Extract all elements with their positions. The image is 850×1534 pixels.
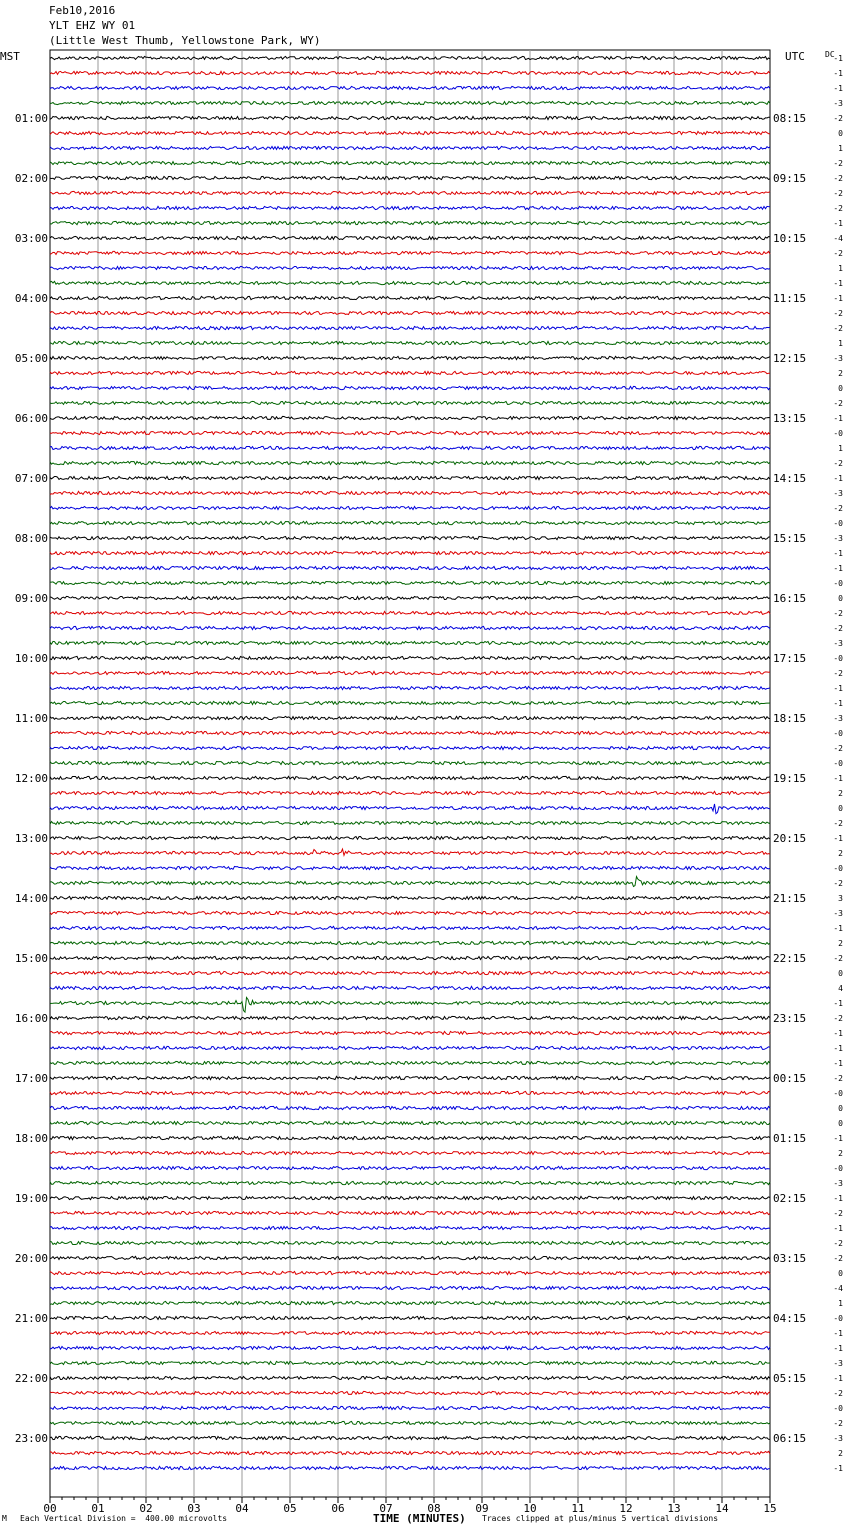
right-hour-label: 12:15 [773, 352, 807, 365]
seismic-trace [50, 1361, 770, 1364]
seismic-trace [50, 521, 770, 524]
left-hour-label: 08:00 [14, 532, 48, 545]
seismic-trace [50, 101, 770, 104]
dc-offset-label: -0 [833, 759, 843, 768]
seismic-trace [50, 326, 770, 329]
right-hour-label: 21:15 [773, 892, 807, 905]
x-tick-label: 07 [379, 1502, 393, 1515]
seismic-trace [50, 446, 770, 449]
seismic-trace [50, 761, 770, 764]
seismic-trace [50, 641, 770, 644]
seismic-trace [50, 1256, 770, 1259]
dc-offset-label: -1 [833, 84, 843, 93]
right-hour-label: 02:15 [773, 1192, 807, 1205]
dc-offset-label: -0 [833, 1314, 843, 1323]
seismic-trace [50, 1241, 770, 1244]
seismic-trace [50, 56, 770, 59]
seismic-trace [50, 1376, 770, 1379]
right-hour-label: 00:15 [773, 1072, 807, 1085]
dc-offset-header: DC [825, 50, 835, 59]
dc-offset-label: -1 [833, 774, 843, 783]
seismic-trace [50, 281, 770, 284]
dc-offset-label: 0 [838, 594, 843, 603]
dc-offset-label: 2 [838, 369, 843, 378]
x-tick-label: 13 [667, 1502, 681, 1515]
seismic-trace [50, 956, 770, 959]
seismic-trace [50, 131, 770, 134]
dc-offset-label: -3 [833, 1179, 843, 1188]
dc-offset-label: -1 [833, 294, 843, 303]
left-hour-label: 06:00 [14, 412, 48, 425]
seismic-trace [50, 926, 770, 929]
right-hour-label: 19:15 [773, 772, 807, 785]
dc-offset-label: -1 [833, 1044, 843, 1053]
scale-note: Each Vertical Division = 400.00 microvolts [20, 1514, 228, 1523]
x-tick-label: 11 [571, 1502, 585, 1515]
seismic-trace [50, 971, 770, 974]
seismic-trace [50, 461, 770, 464]
dc-offset-label: -1 [833, 279, 843, 288]
right-hour-label: 16:15 [773, 592, 807, 605]
seismic-trace [50, 266, 770, 269]
x-tick-label: 06 [331, 1502, 345, 1515]
left-hour-label: 17:00 [14, 1072, 48, 1085]
dc-offset-label: -1 [833, 999, 843, 1008]
seismic-trace [50, 491, 770, 494]
dc-offset-label: -3 [833, 909, 843, 918]
dc-offset-label: -1 [833, 1224, 843, 1233]
x-tick-label: 08 [427, 1502, 441, 1515]
dc-offset-label: -1 [833, 474, 843, 483]
x-tick-label: 09 [475, 1502, 489, 1515]
seismic-trace [50, 1016, 770, 1019]
right-hour-label: 11:15 [773, 292, 807, 305]
dc-offset-label: -2 [833, 1239, 843, 1248]
dc-offset-label: -2 [833, 189, 843, 198]
chart-labels [0, 50, 843, 1515]
clip-note: Traces clipped at plus/minus 5 vertical divisions [482, 1514, 719, 1523]
right-hour-label: 15:15 [773, 532, 807, 545]
x-tick-label: 15 [763, 1502, 777, 1515]
dc-offset-label: -1 [833, 549, 843, 558]
dc-offset-label: -1 [833, 699, 843, 708]
x-tick-label: 05 [283, 1502, 297, 1515]
seismic-trace [50, 731, 770, 734]
left-hour-label: 15:00 [14, 952, 48, 965]
seismic-trace [50, 341, 770, 344]
left-hour-label: 04:00 [14, 292, 48, 305]
left-hour-label: 03:00 [14, 232, 48, 245]
seismic-trace [50, 1091, 770, 1094]
seismic-trace [50, 1286, 770, 1289]
seismic-trace [50, 476, 770, 479]
right-hour-label: 01:15 [773, 1132, 807, 1145]
dc-offset-label: -3 [833, 99, 843, 108]
seismic-trace [50, 506, 770, 509]
seismic-trace [50, 1226, 770, 1229]
seismic-trace [50, 804, 770, 814]
dc-offset-label: -1 [833, 1344, 843, 1353]
dc-offset-label: 0 [838, 1269, 843, 1278]
seismic-trace [50, 116, 770, 119]
dc-offset-label: 0 [838, 969, 843, 978]
dc-offset-label: -2 [833, 609, 843, 618]
dc-offset-label: -2 [833, 399, 843, 408]
dc-offset-label: 2 [838, 1149, 843, 1158]
right-hour-label: 14:15 [773, 472, 807, 485]
x-tick-label: 00 [43, 1502, 57, 1515]
right-hour-label: 06:15 [773, 1432, 807, 1445]
dc-offset-label: -4 [833, 1284, 843, 1293]
dc-offset-label: -3 [833, 354, 843, 363]
seismic-trace [50, 596, 770, 599]
right-hour-label: 23:15 [773, 1012, 807, 1025]
left-hour-label: 10:00 [14, 652, 48, 665]
x-tick-label: 12 [619, 1502, 633, 1515]
seismic-trace [50, 356, 770, 359]
dc-offset-label: 1 [838, 144, 843, 153]
seismic-trace [50, 671, 770, 674]
seismic-trace [50, 1346, 770, 1349]
seismic-trace [50, 176, 770, 179]
dc-offset-label: -0 [833, 579, 843, 588]
dc-offset-label: -1 [833, 1134, 843, 1143]
time-grid [50, 50, 770, 1503]
dc-offset-label: -2 [833, 1209, 843, 1218]
dc-offset-label: -0 [833, 864, 843, 873]
seismic-trace [50, 611, 770, 614]
seismic-trace [50, 1061, 770, 1064]
seismic-trace [50, 1301, 770, 1304]
dc-offset-label: -1 [833, 684, 843, 693]
seismic-trace [50, 1391, 770, 1394]
x-tick-label: 01 [91, 1502, 105, 1515]
dc-offset-label: 0 [838, 1104, 843, 1113]
seismic-trace [50, 941, 770, 944]
dc-offset-label: 2 [838, 789, 843, 798]
dc-offset-label: -1 [833, 414, 843, 423]
seismic-trace [50, 206, 770, 209]
dc-offset-label: -4 [833, 234, 843, 243]
seismic-trace [50, 866, 770, 869]
seismic-trace [50, 896, 770, 899]
seismic-trace [50, 236, 770, 239]
seismic-trace [50, 1046, 770, 1049]
dc-offset-label: -1 [833, 1194, 843, 1203]
right-hour-label: 13:15 [773, 412, 807, 425]
left-hour-label: 14:00 [14, 892, 48, 905]
dc-offset-label: 2 [838, 1449, 843, 1458]
dc-offset-label: -2 [833, 1254, 843, 1263]
seismic-trace [50, 581, 770, 584]
dc-offset-label: 2 [838, 849, 843, 858]
dc-offset-label: -3 [833, 714, 843, 723]
dc-offset-label: -1 [833, 1329, 843, 1338]
seismic-trace [50, 836, 770, 839]
seismic-trace [50, 566, 770, 569]
dc-offset-label: -0 [833, 1404, 843, 1413]
dc-offset-label: -2 [833, 879, 843, 888]
dc-offset-label: -3 [833, 1359, 843, 1368]
station-code: YLT EHZ WY 01 [49, 19, 136, 32]
dc-offset-label: -2 [833, 954, 843, 963]
seismic-trace [50, 1436, 770, 1439]
dc-offset-label: 1 [838, 1299, 843, 1308]
plot-date: Feb10,2016 [49, 4, 116, 17]
dc-offset-label: -1 [833, 564, 843, 573]
dc-offset-label: -3 [833, 534, 843, 543]
dc-offset-label: 2 [838, 939, 843, 948]
dc-offset-label: -1 [833, 1059, 843, 1068]
dc-offset-label: -0 [833, 729, 843, 738]
seismic-trace [50, 716, 770, 719]
seismic-trace [50, 1166, 770, 1169]
seismic-trace [50, 1466, 770, 1469]
dc-offset-label: -2 [833, 309, 843, 318]
dc-offset-label: -0 [833, 519, 843, 528]
seismic-trace [50, 416, 770, 419]
right-hour-label: 17:15 [773, 652, 807, 665]
seismic-trace [50, 998, 770, 1013]
dc-offset-label: -2 [833, 204, 843, 213]
left-hour-label: 21:00 [14, 1312, 48, 1325]
right-hour-label: 09:15 [773, 172, 807, 185]
seismic-trace [50, 1106, 770, 1109]
dc-offset-label: -0 [833, 1164, 843, 1173]
dc-offset-label: -2 [833, 624, 843, 633]
dc-offset-label: 0 [838, 129, 843, 138]
seismic-trace [50, 1421, 770, 1424]
left-hour-label: 16:00 [14, 1012, 48, 1025]
right-hour-label: 10:15 [773, 232, 807, 245]
seismic-trace [50, 431, 770, 434]
seismic-trace [50, 161, 770, 164]
x-tick-label: 02 [139, 1502, 153, 1515]
seismic-trace [50, 191, 770, 194]
dc-offset-label: -2 [833, 249, 843, 258]
seismic-trace [50, 1316, 770, 1319]
seismic-trace [50, 1121, 770, 1124]
dc-offset-label: -1 [833, 69, 843, 78]
seismic-trace [50, 1076, 770, 1079]
dc-offset-label: -2 [833, 114, 843, 123]
dc-offset-label: -1 [833, 924, 843, 933]
dc-offset-label: -1 [833, 1029, 843, 1038]
seismic-trace [50, 71, 770, 74]
dc-offset-label: 3 [838, 894, 843, 903]
seismic-trace [50, 877, 770, 887]
left-hour-label: 09:00 [14, 592, 48, 605]
left-hour-label: 01:00 [14, 112, 48, 125]
seismic-trace [50, 776, 770, 779]
dc-offset-label: -2 [833, 324, 843, 333]
seismic-trace [50, 1451, 770, 1454]
seismic-trace [50, 536, 770, 539]
seismic-trace [50, 1331, 770, 1334]
left-timezone-label: MST [0, 50, 20, 63]
seismic-trace [50, 986, 770, 989]
x-tick-label: 14 [715, 1502, 729, 1515]
right-hour-label: 05:15 [773, 1372, 807, 1385]
seismic-trace [50, 551, 770, 554]
dc-offset-label: -2 [833, 1389, 843, 1398]
dc-offset-label: -2 [833, 504, 843, 513]
x-tick-label: 03 [187, 1502, 201, 1515]
seismic-trace [50, 251, 770, 254]
left-hour-label: 19:00 [14, 1192, 48, 1205]
seismic-trace [50, 821, 770, 824]
left-hour-label: 07:00 [14, 472, 48, 485]
right-hour-label: 04:15 [773, 1312, 807, 1325]
dc-offset-label: -1 [833, 1374, 843, 1383]
dc-offset-label: 0 [838, 804, 843, 813]
seismic-trace [50, 371, 770, 374]
dc-offset-label: -3 [833, 639, 843, 648]
dc-offset-label: -2 [833, 159, 843, 168]
seismic-traces [50, 56, 770, 1469]
seismic-trace [50, 1136, 770, 1139]
left-hour-label: 22:00 [14, 1372, 48, 1385]
seismic-trace [50, 911, 770, 914]
right-timezone-label: UTC [785, 50, 805, 63]
seismic-trace [50, 311, 770, 314]
left-hour-label: 02:00 [14, 172, 48, 185]
dc-offset-label: -2 [833, 819, 843, 828]
corner-mark: M [2, 1514, 7, 1523]
x-axis-title: TIME (MINUTES) [373, 1512, 466, 1525]
right-hour-label: 08:15 [773, 112, 807, 125]
seismic-trace [50, 296, 770, 299]
seismic-trace [50, 1031, 770, 1034]
seismic-trace [50, 656, 770, 659]
dc-offset-label: -2 [833, 744, 843, 753]
right-hour-label: 20:15 [773, 832, 807, 845]
dc-offset-label: -1 [833, 54, 843, 63]
dc-offset-label: -0 [833, 429, 843, 438]
seismic-trace [50, 1181, 770, 1184]
seismic-trace [50, 386, 770, 389]
seismic-trace [50, 1211, 770, 1214]
seismic-trace [50, 849, 770, 855]
seismic-trace [50, 746, 770, 749]
dc-offset-label: 1 [838, 339, 843, 348]
dc-offset-label: -3 [833, 1434, 843, 1443]
seismic-trace [50, 1151, 770, 1154]
seismic-trace [50, 686, 770, 689]
x-tick-label: 10 [523, 1502, 537, 1515]
dc-offset-label: 1 [838, 264, 843, 273]
station-location: (Little West Thumb, Yellowstone Park, WY) [49, 34, 321, 47]
seismic-trace [50, 401, 770, 404]
dc-offset-label: -3 [833, 489, 843, 498]
right-hour-label: 18:15 [773, 712, 807, 725]
dc-offset-label: -2 [833, 1074, 843, 1083]
dc-offset-label: 0 [838, 1119, 843, 1128]
dc-offset-label: -2 [833, 669, 843, 678]
dc-offset-label: -1 [833, 834, 843, 843]
seismic-trace [50, 1271, 770, 1274]
right-hour-label: 22:15 [773, 952, 807, 965]
dc-offset-label: -2 [833, 459, 843, 468]
seismic-trace [50, 86, 770, 89]
dc-offset-label: -2 [833, 1419, 843, 1428]
seismic-trace [50, 701, 770, 704]
seismic-trace [50, 1406, 770, 1409]
seismic-trace [50, 1196, 770, 1199]
seismic-trace [50, 221, 770, 224]
left-hour-label: 05:00 [14, 352, 48, 365]
seismic-trace [50, 626, 770, 629]
seismic-trace [50, 146, 770, 149]
dc-offset-label: -0 [833, 654, 843, 663]
dc-offset-label: -2 [833, 1014, 843, 1023]
dc-offset-label: -2 [833, 174, 843, 183]
left-hour-label: 13:00 [14, 832, 48, 845]
dc-offset-label: 0 [838, 384, 843, 393]
left-hour-label: 18:00 [14, 1132, 48, 1145]
dc-offset-label: 1 [838, 444, 843, 453]
seismic-trace [50, 791, 770, 794]
left-hour-label: 23:00 [14, 1432, 48, 1445]
left-hour-label: 12:00 [14, 772, 48, 785]
dc-offset-label: 4 [838, 984, 843, 993]
dc-offset-label: -1 [833, 1464, 843, 1473]
left-hour-label: 20:00 [14, 1252, 48, 1265]
right-hour-label: 03:15 [773, 1252, 807, 1265]
dc-offset-label: -1 [833, 219, 843, 228]
x-tick-label: 04 [235, 1502, 249, 1515]
left-hour-label: 11:00 [14, 712, 48, 725]
dc-offset-label: -0 [833, 1089, 843, 1098]
